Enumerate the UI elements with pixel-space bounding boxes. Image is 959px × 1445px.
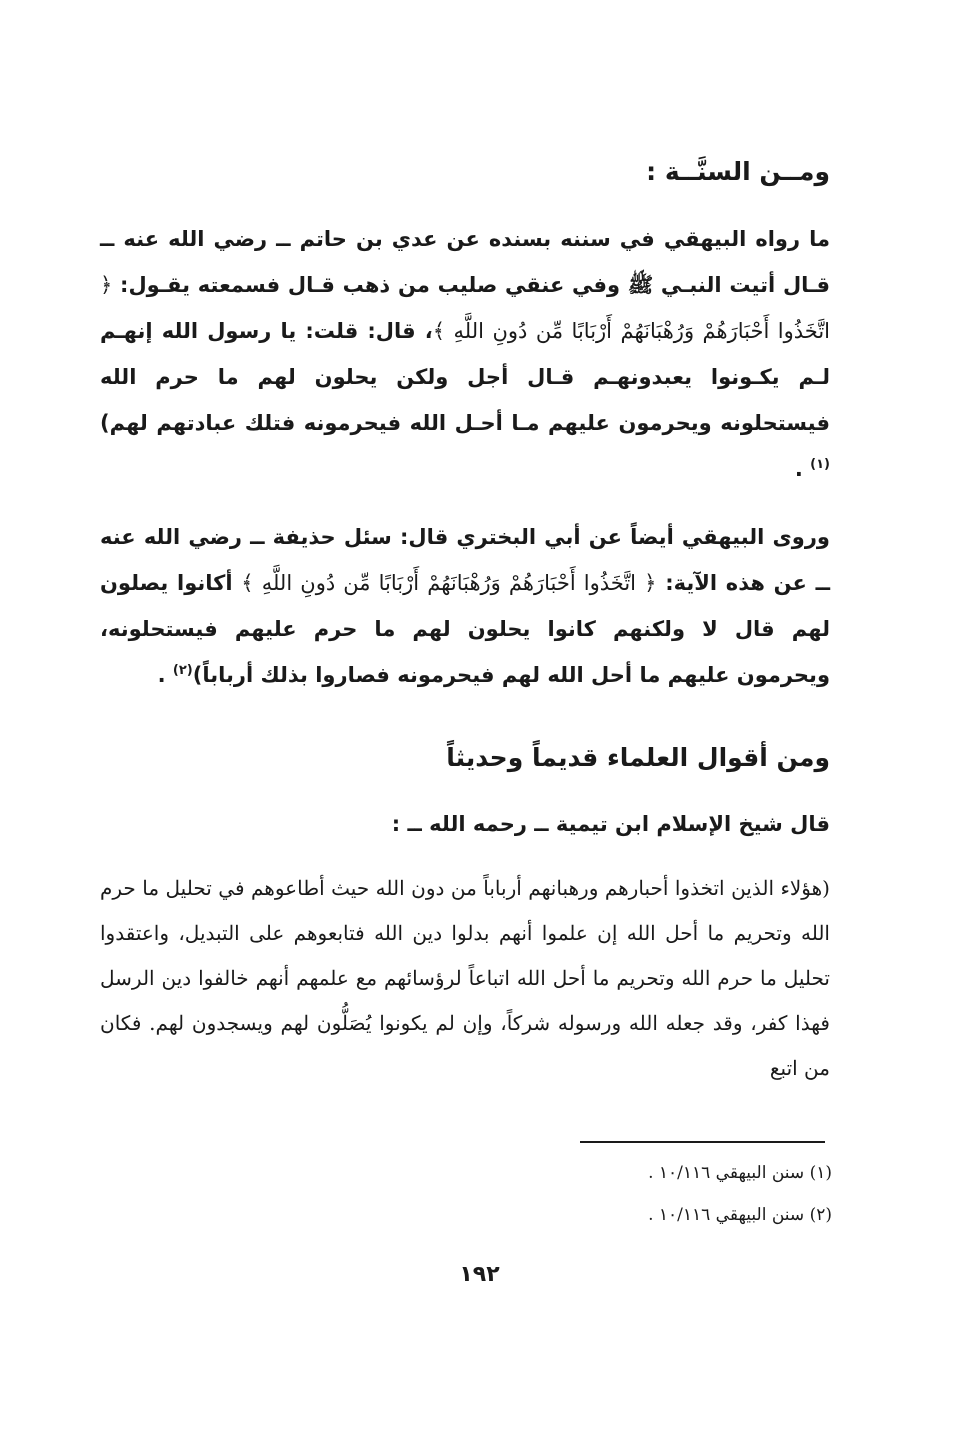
paragraph-bayhaqi-hudhayfa xyxy=(100,514,830,698)
paragraph-bayhaqi-adi xyxy=(100,216,830,492)
footnote-divider xyxy=(580,1141,825,1143)
paragraph-text: ما رواه البيهقي في سننه بسنده عن عدي بن حاتم ــ رضي الله عنه ــ قـال أتيت النبـي ﷺ وفي عنقي صليب من ذهب قـال فسمعته يقـول: xyxy=(100,227,830,297)
paragraph-text: ، قال: قلت: يا رسول الله إنهـم لـم يكـونوا يعبدونهـم قـال أجل ولكن يحلون لهم ما حرم الله فيستحلونه ويحرمون عليهم مـا أحـل الله فيحرمونه فتلك عبادتهم لهم) xyxy=(100,319,830,435)
footnote-1: (١) سنن البيهقي ١٠/١١٦ . xyxy=(648,1163,832,1183)
page-number: ١٩٢ xyxy=(459,1262,500,1287)
paragraph-text: أكانوا يصلون لهم قال لا ولكنهم كانوا يحلون لهم ما حرم عليهم فيستحلونه، ويحرمون عليهم ما أحل الله لهم فيحرمونه فصاروا بذلك أرباباً) xyxy=(100,571,830,687)
paragraph-text: وروى البيهقي أيضاً عن أبي البختري قال: سئل حذيفة ــ رضي الله عنه ــ عن هذه الآية: xyxy=(100,525,830,595)
section-heading-scholars: ومن أقوال العلماء قديماً وحديثاً xyxy=(446,743,830,772)
paragraph-end: . xyxy=(794,457,811,481)
section-heading-sunnah: ومــن السنَّــة : xyxy=(646,157,830,186)
quran-verse: ﴿ اتَّخَذُوا أَحْبَارَهُمْ وَرُهْبَانَهُمْ أَرْبَابًا مِّن دُونِ اللَّهِ ﴾ xyxy=(100,273,831,343)
paragraph-ibn-taymiyya-quote: (هؤلاء الذين اتخذوا أحبارهم ورهبانهم أرباباً من دون الله حيث أطاعوهم في تحليل ما حرم الله وتحريم ما أحل الله إن علموا أنهم بدلوا دين الله فتابعوهم على التبديل، واعتقدوا تحليل ما حرم الله وتحريم ما أحل الله اتباعاً لرؤسائهم مع علمهم أنهم خالفوا دين الرسل فهذا كفر، وقد جعله الله ورسوله شركاً، وإن لم يكونوا يُصَلُّون لهم ويسجدون لهم. فكان من اتبع xyxy=(100,876,830,1080)
page-body xyxy=(100,150,830,1091)
footnotes xyxy=(500,1152,832,1236)
footnote-2: (٢) سنن البيهقي ١٠/١١٦ . xyxy=(648,1205,832,1225)
footnote-reference-1[interactable]: (١) xyxy=(810,457,830,472)
paragraph-end: . xyxy=(157,663,173,687)
quran-verse: ﴿ اتَّخَذُوا أَحْبَارَهُمْ وَرُهْبَانَهُمْ أَرْبَابًا مِّن دُونِ اللَّهِ ﴾ xyxy=(241,571,657,595)
footnote-reference-2[interactable]: (٢) xyxy=(172,663,193,678)
subheading-ibn-taymiyya: قال شيخ الإسلام ابن تيمية ــ رحمه الله ــ : xyxy=(391,812,830,836)
